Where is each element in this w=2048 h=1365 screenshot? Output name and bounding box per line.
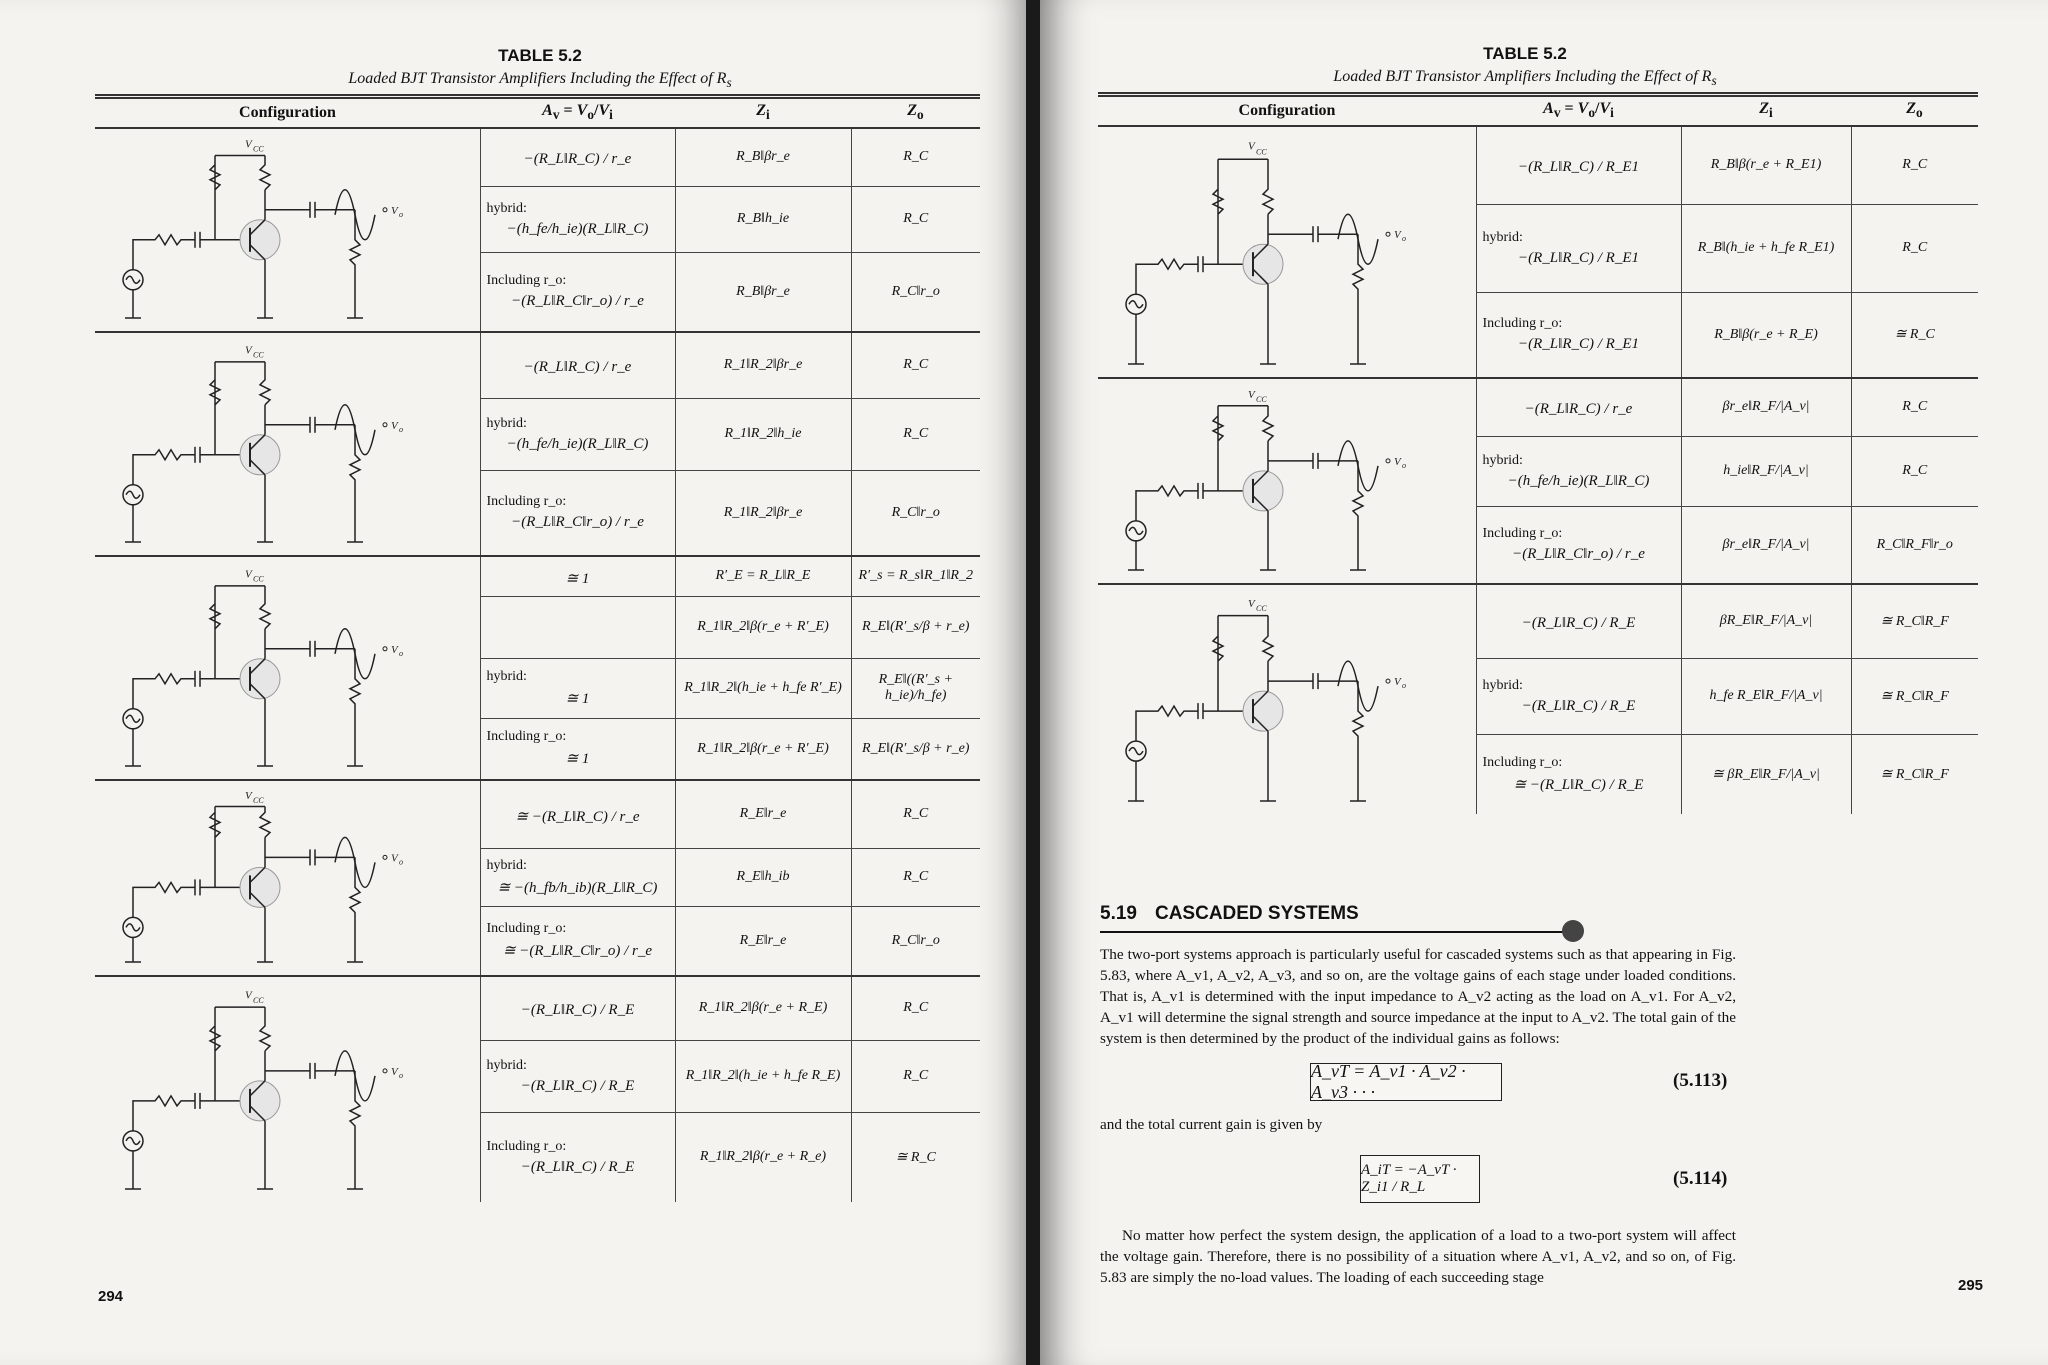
circuit-schematic-icon [95,336,465,552]
zi-cell: βr_e‖R_F/|A_v| [1681,378,1851,436]
section-heading [1100,903,1600,935]
configuration-cell [95,780,480,976]
zi-cell: R_B‖β(r_e + R_E) [1681,292,1851,378]
svg-text:V: V [1394,675,1401,688]
page-number: 294 [98,1288,124,1305]
svg-text:CC: CC [253,574,264,584]
av-expression: −(R_L‖R_C) / R_E [520,1001,635,1018]
zi-cell: R_B‖βr_e [675,128,851,186]
row-note: hybrid: [1482,452,1523,468]
zi-cell: h_ie‖R_F/|A_v| [1681,436,1851,506]
row-note: Including r_o: [486,494,567,510]
bjt-table-left [95,94,980,1202]
zi-cell: R_B‖h_ie [675,186,851,252]
col-header-av: $A_v = V_o/V_i$ [480,97,675,129]
zo-cell: R_C [851,128,980,186]
zo-cell: R_C [851,186,980,252]
av-cell [1476,292,1681,378]
svg-text:V: V [391,1065,398,1078]
zi-cell: R_1‖R_2‖β(r_e + R′_E) [675,596,851,658]
svg-text:o: o [399,424,403,434]
zo-cell: R_C [851,332,980,398]
section-title: CASCADED SYSTEMS [1154,903,1359,924]
svg-text:CC: CC [253,144,264,154]
svg-text:V: V [1248,388,1255,401]
table-row [95,128,980,186]
zi-cell: R_1‖R_2‖h_ie [675,398,851,470]
svg-text:V: V [245,344,252,357]
configuration-cell [1098,584,1476,814]
av-expression: −(R_L‖R_C) / R_E [520,1077,635,1094]
av-cell [480,1040,675,1112]
av-expression: −(h_fe/h_ie)(R_L‖R_C) [506,220,649,237]
zo-cell: R_C [851,976,980,1040]
av-expression: ≅ −(R_L‖R_C) / r_e [515,808,640,825]
av-expression: ≅ −(R_L‖R_C) / R_E [1513,776,1644,793]
configuration-cell [95,332,480,556]
table-caption [300,46,780,91]
av-expression: −(R_L‖R_C) / r_e [1524,400,1633,417]
paragraph-between: and the total current gain is given by [1100,1116,1323,1133]
svg-text:V: V [1248,140,1255,153]
zo-cell: ≅ R_C‖R_F [1851,734,1978,814]
zi-cell: R_B‖βr_e [675,252,851,332]
svg-text:V: V [391,852,398,865]
equation-5-114: A_iT = −A_vT · Z_i1 / R_L [1360,1155,1480,1203]
svg-text:o: o [399,857,403,867]
zo-cell: ≅ R_C‖R_F [1851,584,1978,658]
av-expression: −(h_fe/h_ie)(R_L‖R_C) [506,435,649,452]
svg-text:V: V [391,204,398,217]
zo-cell: R_C [851,780,980,848]
av-cell [480,252,675,332]
row-note: hybrid: [486,200,527,216]
av-expression: −(R_L‖R_C) / R_E [520,1158,635,1175]
zi-cell: R_B‖(h_ie + h_fe R_E1) [1681,204,1851,292]
zo-cell: R_C [1851,378,1978,436]
av-cell [480,658,675,718]
table-title: TABLE 5.2 [498,46,582,65]
configuration-cell [95,556,480,780]
zi-cell: R_E‖r_e [675,906,851,976]
configuration-cell [1098,378,1476,584]
zi-cell: R_1‖R_2‖βr_e [675,470,851,556]
col-header-configuration: Configuration [1098,95,1476,127]
svg-text:V: V [245,138,252,151]
col-header-av: $A_v = V_o/V_i$ [1476,95,1681,127]
svg-text:o: o [399,209,403,219]
equation-number-5-113: (5.113) [1673,1070,1728,1091]
col-header-zi: $Z_i$ [675,97,851,129]
section-bullet-icon [1562,920,1584,942]
zi-cell: R_B‖β(r_e + R_E1) [1681,126,1851,204]
av-cell [1476,378,1681,436]
av-expression: −(R_L‖R_C) / R_E [1521,614,1636,631]
row-note: hybrid: [486,668,527,684]
zi-cell: R_E‖r_e [675,780,851,848]
zi-cell: βR_E‖R_F/|A_v| [1681,584,1851,658]
configuration-cell [95,976,480,1202]
svg-text:V: V [391,643,398,656]
table-caption [1310,44,1740,89]
row-note: Including r_o: [486,729,567,745]
row-note: hybrid: [1482,677,1523,693]
section-rule [1100,931,1575,933]
av-cell [1476,584,1681,658]
zo-cell: R′_s = R_s‖R_1‖R_2 [851,556,980,596]
av-expression: −(R_L‖R_C‖r_o) / r_e [1512,546,1645,563]
circuit-schematic-icon [1098,589,1468,811]
svg-text:o: o [399,1070,403,1080]
svg-text:o: o [399,648,403,658]
zo-cell: R_C [851,398,980,470]
zi-cell: βr_e‖R_F/|A_v| [1681,506,1851,584]
row-note: Including r_o: [1482,754,1563,770]
av-expression: −(R_L‖R_C) / R_E [1521,697,1636,714]
zi-cell: R_E‖h_ib [675,848,851,906]
av-expression: ≅ −(h_fb/h_ib)(R_L‖R_C) [497,879,658,896]
paragraph-1: The two-port systems approach is particularly useful for cascaded systems such as that appearing in Fig. 5.83, where A_v1, A_v2, A_v3, and so on, are the voltage gains of each stage under loaded conditions. That is, A_v1 is determined with the input impedance to A_v2 acting as the load on A_v1. For A_v2, A_v1 will determine the signal strength and source impedance at the input to A_v2. The total gain of the system is then determined by the product of the individual gains as follows: [1100,946,1736,1047]
av-expression: −(R_L‖R_C) / r_e [523,358,632,375]
configuration-cell [1098,126,1476,378]
av-expression: −(R_L‖R_C) / r_e [523,150,632,167]
av-cell [1476,506,1681,584]
zo-cell: R_C [1851,126,1978,204]
av-cell [480,976,675,1040]
av-cell [480,332,675,398]
svg-text:o: o [1402,680,1406,690]
circuit-schematic-icon [1098,382,1468,580]
svg-text:CC: CC [253,995,264,1005]
row-note: Including r_o: [486,1138,567,1154]
svg-text:V: V [1248,597,1255,610]
zo-cell: R_C‖r_o [851,906,980,976]
col-header-zi: $Z_i$ [1681,95,1851,127]
zo-cell: R_C [1851,204,1978,292]
table-row [95,332,980,398]
av-cell [480,596,675,658]
av-cell [1476,436,1681,506]
circuit-schematic-icon [95,560,465,776]
row-note: hybrid: [486,1057,527,1073]
svg-text:CC: CC [1256,603,1267,613]
right-page [1040,0,2048,1365]
row-note: Including r_o: [1482,526,1563,542]
row-note: Including r_o: [486,921,567,937]
section-number: 5.19 [1100,903,1137,924]
zi-cell: R_1‖R_2‖β(r_e + R_e) [675,1112,851,1202]
av-cell [480,556,675,596]
table-row [95,556,980,596]
av-cell [480,906,675,976]
svg-text:V: V [245,790,252,803]
equation-5-113: A_vT = A_v1 · A_v2 · A_v3 · · · [1310,1063,1502,1101]
zo-cell: R_C [1851,436,1978,506]
av-cell [1476,734,1681,814]
table-row [1098,584,1978,658]
av-cell [480,470,675,556]
svg-text:V: V [245,568,252,581]
zo-cell: R_E‖((R′_s + h_ie)/h_fe) [851,658,980,718]
av-cell [1476,126,1681,204]
av-expression: ≅ 1 [565,751,590,768]
circuit-schematic-icon [95,981,465,1199]
av-expression: −(h_fe/h_ie)(R_L‖R_C) [1507,472,1650,489]
av-expression: −(R_L‖R_C‖r_o) / r_e [511,514,644,531]
zi-cell: R_1‖R_2‖βr_e [675,332,851,398]
av-cell [480,718,675,780]
zo-cell: R_C‖R_F‖r_o [1851,506,1978,584]
col-header-configuration: Configuration [95,97,480,129]
zi-cell: R_1‖R_2‖(h_ie + h_fe R_E) [675,1040,851,1112]
zo-cell: R_E‖(R′_s/β + r_e) [851,718,980,780]
table-subtitle: Loaded BJT Transistor Amplifiers Including the Effect of $R_s$ [348,70,732,91]
equation-number-5-114: (5.114) [1673,1168,1728,1189]
bjt-table-right [1098,92,1978,814]
circuit-schematic-icon [1098,130,1468,374]
svg-text:CC: CC [253,795,264,805]
av-cell [1476,658,1681,734]
zi-cell: h_fe R_E‖R_F/|A_v| [1681,658,1851,734]
svg-text:CC: CC [253,350,264,360]
zi-cell: ≅ βR_E‖R_F/|A_v| [1681,734,1851,814]
svg-text:o: o [1402,234,1406,244]
row-note: Including r_o: [486,273,567,289]
svg-text:V: V [391,419,398,432]
zo-cell: ≅ R_C [851,1112,980,1202]
zo-cell: ≅ R_C [1851,292,1978,378]
row-note: Including r_o: [1482,316,1563,332]
svg-text:V: V [245,988,252,1001]
table-title: TABLE 5.2 [1483,44,1567,63]
svg-text:o: o [1402,460,1406,470]
row-note: hybrid: [1482,229,1523,245]
zi-cell: R_1‖R_2‖β(r_e + R_E) [675,976,851,1040]
svg-text:CC: CC [1256,147,1267,157]
av-cell [480,128,675,186]
circuit-schematic-icon [95,784,465,972]
table-row [1098,378,1978,436]
svg-text:V: V [1394,229,1401,242]
col-header-zo: $Z_o$ [1851,95,1978,127]
av-expression: ≅ 1 [565,690,590,707]
av-cell [480,186,675,252]
configuration-cell [95,128,480,332]
svg-text:V: V [1394,455,1401,468]
zo-cell: R_C [851,1040,980,1112]
table-row [1098,126,1978,204]
zi-cell: R′_E = R_L‖R_E [675,556,851,596]
av-expression: ≅ −(R_L‖R_C‖r_o) / r_e [502,943,653,960]
zi-cell: R_1‖R_2‖(h_ie + h_fe R′_E) [675,658,851,718]
av-expression: −(R_L‖R_C) / R_E1 [1518,249,1639,266]
zo-cell: R_C [851,848,980,906]
paragraph-2: No matter how perfect the system design, the application of a load to a two-port system will affect the voltage gain. Therefore, there is no possibility of a situation where A_v1, A_v2, and so on, of Fig. 5.83 are simply the no-load values. The loading of each succeeding stage [1100,1227,1736,1286]
table-row [95,976,980,1040]
av-expression: −(R_L‖R_C) / R_E1 [1518,336,1639,353]
row-note: hybrid: [486,415,527,431]
zo-cell: R_C‖r_o [851,470,980,556]
av-cell [480,780,675,848]
col-header-zo: $Z_o$ [851,97,980,129]
table-subtitle: Loaded BJT Transistor Amplifiers Including the Effect of $R_s$ [1333,68,1717,89]
zo-cell: R_E‖(R′_s/β + r_e) [851,596,980,658]
svg-text:CC: CC [1256,394,1267,404]
zi-cell: R_1‖R_2‖β(r_e + R′_E) [675,718,851,780]
row-note: hybrid: [486,857,527,873]
table-row [95,780,980,848]
av-expression: −(R_L‖R_C) / R_E1 [1518,158,1639,175]
av-cell [480,1112,675,1202]
av-cell [480,848,675,906]
av-expression: −(R_L‖R_C‖r_o) / r_e [511,293,644,310]
circuit-schematic-icon [95,132,465,328]
zo-cell: ≅ R_C‖R_F [1851,658,1978,734]
av-cell [1476,204,1681,292]
zo-cell: R_C‖r_o [851,252,980,332]
av-cell [480,398,675,470]
av-expression: ≅ 1 [565,570,590,587]
page-number: 295 [1958,1277,1984,1294]
